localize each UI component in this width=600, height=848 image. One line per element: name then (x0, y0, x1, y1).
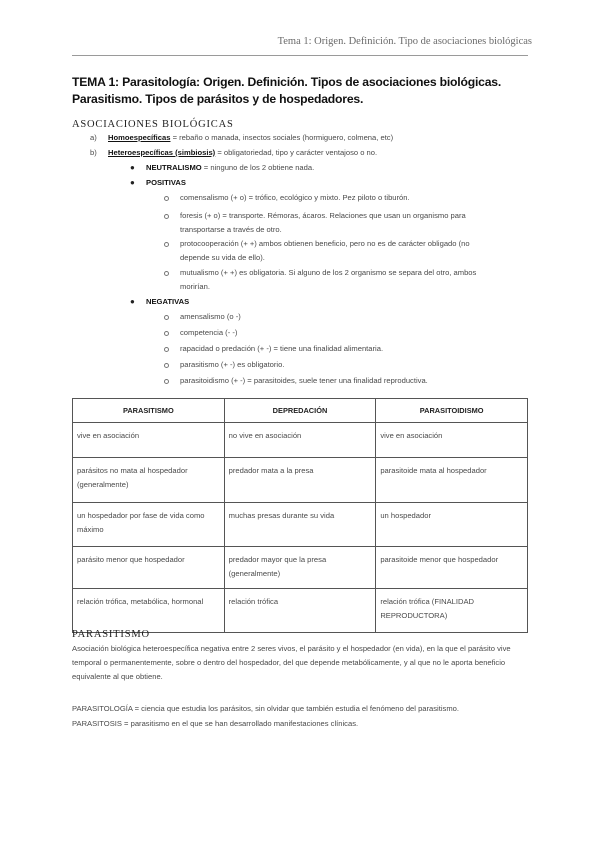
circle-bullet-icon (164, 271, 169, 276)
term-neutralismo: NEUTRALISMO (146, 163, 202, 172)
table-cell: un hospedador por fase de vida como máximo (73, 503, 225, 547)
item-a-marker: a) (90, 133, 97, 142)
positive-item-3-line2: depende su vida de ello). (180, 253, 265, 262)
circle-bullet-icon (164, 214, 169, 219)
positive-item-4-line1: mutualismo (+ +) es obligatoria. Si alguno de los 2 organismo se separa del otro, ambos (180, 268, 477, 277)
table-cell: parásito menor que hospedador (73, 547, 225, 589)
header-parasitoidismo: PARASITOIDISMO (376, 399, 528, 423)
table-cell: parasitoide mata al hospedador (376, 458, 528, 503)
parasitismo-definition: Asociación biológica heteroespecífica negativa entre 2 seres vivos, el parásito y el hospedador (en vida), en la que el parásito vive temporal o permanentemente, sobre o dentro del hospedador, del que depende metabólicamente, y al que no le aporta beneficio equivalente al que obtiene. (72, 644, 511, 681)
table-row (73, 458, 528, 503)
header-depredacion: DEPREDACIÓN (224, 399, 376, 423)
item-homoespecificas (108, 133, 393, 142)
table-cell: parasitoide menor que hospedador (376, 547, 528, 589)
header-parasitismo: PARASITISMO (73, 399, 225, 423)
page-title: TEMA 1: Parasitología: Origen. Definición. Tipos de asociaciones biológicas. Parasitismo. Tipos de parásitos y de hospedadores. (72, 75, 502, 106)
table-row (73, 503, 528, 547)
neutralismo-desc: = ninguno de los 2 obtiene nada. (201, 163, 315, 172)
positive-item-3-line1: protocooperación (+ +) ambos obtienen beneficio, pero no es de carácter obligado (no (180, 239, 470, 248)
running-header: Tema 1: Origen. Definición. Tipo de asociaciones biológicas (277, 36, 532, 47)
positive-item-1: comensalismo (+ o) = trófico, ecológico y mixto. Pez piloto o tiburón. (180, 193, 410, 202)
comparison-table (72, 398, 528, 633)
table-cell: vive en asociación (376, 423, 528, 458)
table-row (73, 589, 528, 633)
table-header-row (73, 399, 528, 423)
circle-bullet-icon (164, 315, 169, 320)
negative-item-2: competencia (- -) (180, 328, 238, 337)
heteroespecificas-desc: = obligatoriedad, tipo y carácter ventajoso o no. (215, 148, 378, 157)
bullet-dot: ● (130, 178, 135, 187)
negative-item-4: parasitismo (+ -) es obligatorio. (180, 360, 285, 369)
table-cell: relación trófica, metabólica, hormonal (73, 589, 225, 633)
term-homoespecificas: Homoespecíficas (108, 133, 171, 142)
negative-item-5: parasitoidismo (+ -) = parasitoides, suele tener una finalidad reproductiva. (180, 376, 428, 385)
circle-bullet-icon (164, 363, 169, 368)
header-divider (72, 55, 528, 56)
section-heading-asociaciones: ASOCIACIONES BIOLÓGICAS (72, 119, 234, 130)
parasitosis-definition: PARASITOSIS = parasitismo en el que se han desarrollado manifestaciones clínicas. (72, 719, 359, 728)
homoespecificas-desc: = rebaño o manada, insectos sociales (hormiguero, colmena, etc) (170, 133, 394, 142)
circle-bullet-icon (164, 242, 169, 247)
circle-bullet-icon (164, 347, 169, 352)
bullet-dot: ● (130, 297, 135, 306)
table-cell: relación trófica (224, 589, 376, 633)
table-cell: parásitos no mata al hospedador (generalmente) (73, 458, 225, 503)
bullet-dot: ● (130, 163, 135, 172)
table-cell: predador mata a la presa (224, 458, 376, 503)
positive-item-2-line1: foresis (+ o) = transporte. Rémoras, ácaros. Relaciones que usan un organismo para (180, 211, 466, 220)
section-heading-parasitismo: PARASITISMO (72, 629, 150, 640)
circle-bullet-icon (164, 331, 169, 336)
item-b-marker: b) (90, 148, 97, 157)
table-cell: predador mayor que la presa (generalmente) (224, 547, 376, 589)
table-cell: vive en asociación (73, 423, 225, 458)
term-heteroespecificas: Heteroespecíficas (simbiosis) (108, 148, 216, 157)
label-negativas: NEGATIVAS (146, 297, 190, 306)
positive-item-2-line2: transportarse a través de otro. (180, 225, 282, 234)
table-row (73, 547, 528, 589)
label-positivas: POSITIVAS (146, 178, 186, 187)
circle-bullet-icon (164, 196, 169, 201)
negative-item-1: amensalismo (o -) (180, 312, 241, 321)
table-row (73, 423, 528, 458)
item-heteroespecificas (108, 148, 377, 157)
positive-item-4-line2: morirían. (180, 282, 210, 291)
item-neutralismo (146, 163, 314, 172)
table-cell: relación trófica (FINALIDAD REPRODUCTORA) (376, 589, 528, 633)
parasitologia-definition: PARASITOLOGÍA = ciencia que estudia los parásitos, sin olvidar que también estudia el fenómeno del parasitismo. (72, 704, 459, 713)
table-cell: un hospedador (376, 503, 528, 547)
table-cell: muchas presas durante su vida (224, 503, 376, 547)
circle-bullet-icon (164, 379, 169, 384)
negative-item-3: rapacidad o predación (+ -) = tiene una finalidad alimentaria. (180, 344, 384, 353)
table-cell: no vive en asociación (224, 423, 376, 458)
